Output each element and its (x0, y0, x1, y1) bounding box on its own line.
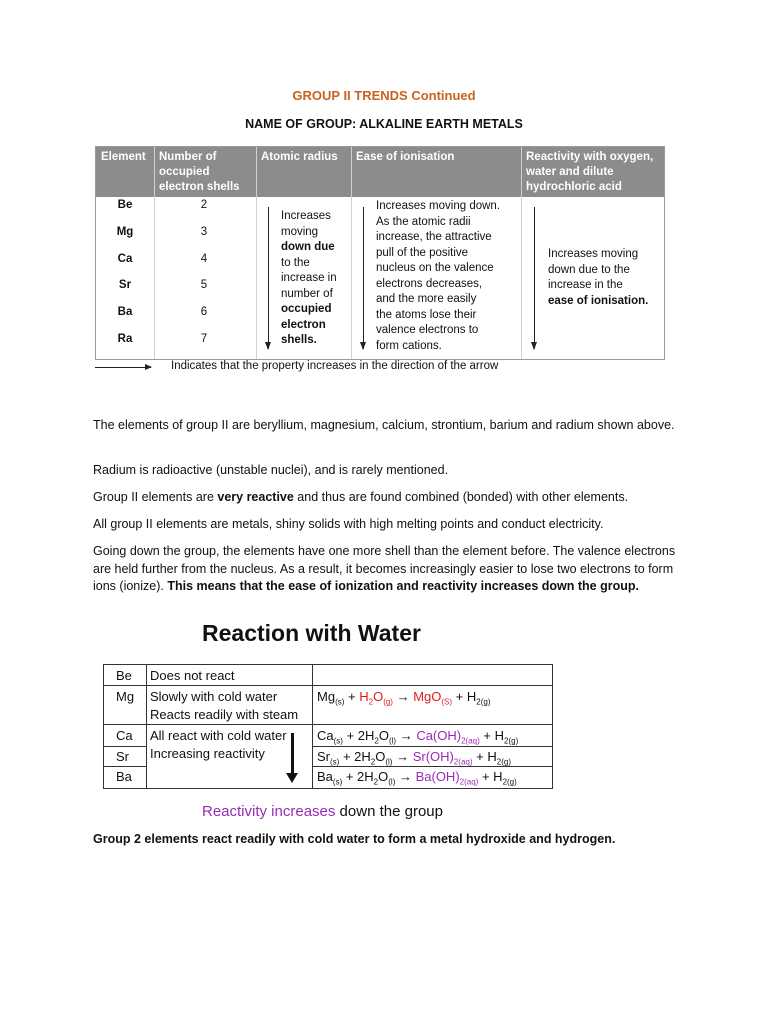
header-shells: Number of occupied electron shells (154, 147, 256, 197)
water-element-cell: Ca (116, 728, 133, 743)
ionisation-text: Increases moving down. As the atomic radii increase, the attractive pull of the positive nucleus on the valence electrons decreases, and the more easily the atoms lose their valence electrons to form cations. (376, 200, 501, 352)
water-desc-cell: Increasing reactivity (150, 746, 265, 761)
equation-sr: $Sr_{(s)} + 2H_2O_{(l)} \to Sr(OH)_{2(aq)} + H_{2(g)}$ (317, 749, 511, 767)
header-atomic-radius: Atomic radius (256, 147, 351, 197)
water-desc-cell: Slowly with cold water (150, 689, 278, 704)
shells-cell: 2 (200, 199, 208, 211)
down-arrow-icon (534, 207, 535, 349)
header-element: Element (96, 147, 154, 197)
element-cell: Ba (117, 306, 133, 318)
shells-cell: 7 (200, 333, 208, 345)
water-section-title: Reaction with Water (202, 620, 421, 646)
paragraph: The elements of group II are beryllium, magnesium, calcium, strontium, barium and radium shown above. (93, 418, 675, 432)
group-trend-table (95, 146, 665, 360)
equation-ca: $Ca_{(s)} + 2H_2O_{(l)} \to Ca(OH)_{2(aq)} + H_{2(g)}$ (317, 728, 519, 746)
water-footer: Reactivity increases down the group (202, 803, 443, 820)
paragraph: Radium is radioactive (unstable nuclei), and is rarely mentioned. (93, 463, 449, 477)
water-element-cell: Ba (116, 769, 132, 784)
page-subtitle: NAME OF GROUP: ALKALINE EARTH METALS (245, 117, 523, 131)
water-reaction-table (103, 664, 553, 789)
element-cell: Ra (117, 333, 133, 345)
col-divider (351, 147, 352, 359)
water-element-cell: Mg (116, 689, 135, 704)
col-divider (521, 147, 522, 359)
shells-cell: 4 (200, 253, 208, 265)
right-arrow-icon (95, 367, 151, 368)
page-title: GROUP II TRENDS Continued (292, 88, 476, 103)
down-arrow-icon (363, 207, 364, 349)
water-desc-cell: Reacts readily with steam (150, 707, 299, 722)
paragraph: Group II elements are very reactive and thus are found combined (bonded) with other elements. (93, 490, 629, 504)
water-element-cell: Sr (116, 749, 129, 764)
conclusion: Group 2 elements react readily with cold water to form a metal hydroxide and hydrogen. (93, 832, 616, 846)
paragraph: All group II elements are metals, shiny solids with high melting points and conduct electricity. (93, 517, 604, 531)
element-cell: Sr (118, 279, 132, 291)
header-ionisation: Ease of ionisation (351, 147, 521, 197)
equation-ba: $Ba_{(s)} + 2H_2O_{(l)} \to Ba(OH)_{2(aq)} + H_{2(g)}$ (317, 769, 517, 787)
paragraph: Going down the group, the elements have one more shell than the element before. The valence electrons are held further from the nucleus. As a result, it becomes increasingly easier to lose two electrons to form ions (ionize). This means that the ease of ionization and reactivity increases down the group. (93, 544, 676, 593)
element-cell: Be (117, 199, 133, 211)
down-arrow-icon (291, 733, 294, 775)
down-arrow-icon (268, 207, 269, 349)
header-reactivity: Reactivity with oxygen, water and dilute hydrochloric acid (521, 147, 664, 197)
shells-cell: 6 (200, 306, 208, 318)
shells-cell: 5 (200, 279, 208, 291)
equation-mg: $Mg_{(s)} + H_2O_{(g)} \to MgO_{(S)} + H_{2(g)}$ (317, 689, 491, 707)
water-desc-cell: All react with cold water (150, 728, 287, 743)
water-element-cell: Be (116, 668, 132, 683)
col-divider (256, 147, 257, 359)
reactivity-text: Increases moving down due to the increase in the ease of ionisation. (548, 248, 649, 307)
element-cell: Ca (117, 253, 133, 265)
atomic-radius-text: Increases moving down due to the increase in number of occupied electron shells. (281, 210, 337, 346)
element-cell: Mg (116, 226, 134, 238)
legend-text: Indicates that the property increases in the direction of the arrow (171, 360, 499, 372)
shells-cell: 3 (200, 226, 208, 238)
water-desc-cell: Does not react (150, 668, 235, 683)
